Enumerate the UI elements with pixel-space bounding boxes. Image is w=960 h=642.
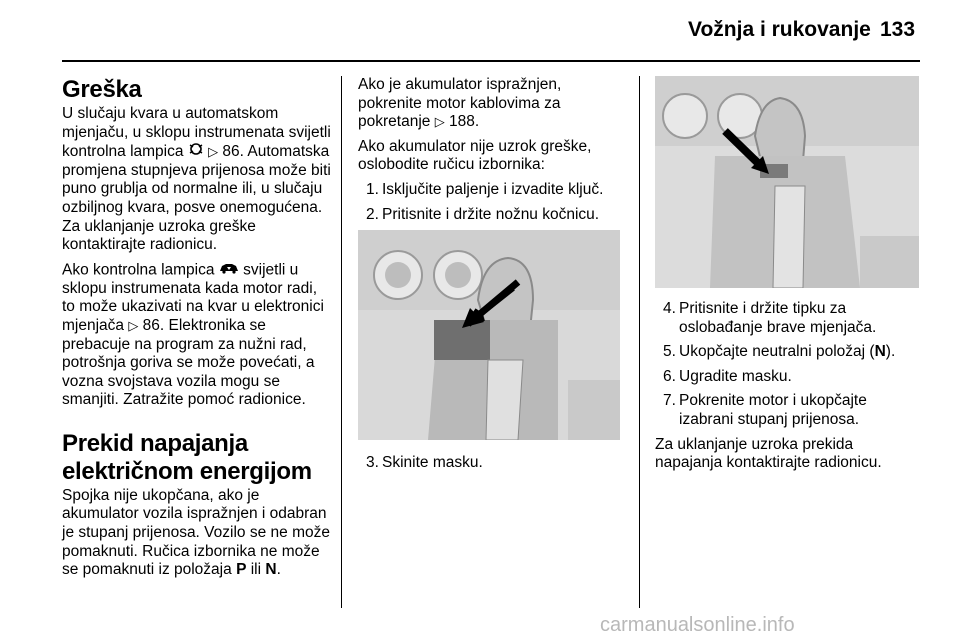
steps-list-2 <box>358 454 628 473</box>
page-header-title: Vožnja i rukovanje <box>688 18 871 41</box>
step-number: 5. <box>663 343 676 361</box>
step-text-a: Ukopčajte neutralni položaj ( <box>679 343 875 361</box>
page-reference-arrow-icon: ▷ <box>128 317 139 333</box>
paragraph-battery <box>358 76 628 132</box>
step-3 <box>358 454 628 473</box>
step-text: Pokrenite motor i ukopčajte izabrani stupanj prijenosa. <box>679 392 867 428</box>
step-text: Ugradite masku. <box>679 367 792 385</box>
step-number: 4. <box>663 300 676 317</box>
car-warning-lamp-icon <box>219 261 239 280</box>
column-3 <box>655 76 919 479</box>
paragraph-power-loss-text: Spojka nije ukopčana, ako je akumulator vozila ispražnjen i odabran je stupanj prijenosa. Vozilo se ne može pomaknuti. Ručica izbornika ne može se pomaknuti iz položaja <box>62 486 330 579</box>
paragraph-contact-workshop: Za uklanjanje uzroka prekida napajanja kontaktirajte radionicu. <box>655 435 882 472</box>
step-number: 1. <box>366 180 379 198</box>
step-number: 3. <box>366 454 379 472</box>
steps-list-3 <box>655 300 919 430</box>
step-5 <box>655 343 919 362</box>
step-text: Pritisnite i držite nožnu kočnicu. <box>382 205 600 223</box>
gear-selector-photo-2 <box>655 76 919 288</box>
paragraph-electronics-text-c: 86. Elektronika se prebacuje na program za nužni rad, potrošnja goriva se može povećati, a vozna svojstava vozila mogu se smanjiti. Zatražite pomoć radionice. <box>62 316 315 409</box>
column-1 <box>62 76 334 586</box>
section-heading-power-loss: Prekid napajanja električnom energijom <box>62 429 312 485</box>
step-number: 6. <box>663 367 676 385</box>
position-n: N <box>265 561 277 579</box>
paragraph-battery-text-a: Ako je akumulator ispražnjen, pokrenite motor kablovima za pokretanje <box>358 76 562 131</box>
step-4 <box>655 300 919 337</box>
paragraph-electronics-text-b: svijetli u sklopu instrumenata kada motor radi, to može ukazivati na kvar u elektronici mjenjača <box>62 261 324 334</box>
step-text: Isključite paljenje i izvadite ključ. <box>382 180 604 198</box>
word-ili: ili <box>250 561 262 579</box>
steps-list-1 <box>358 181 628 224</box>
column-divider-2 <box>639 76 640 608</box>
column-divider-1 <box>341 76 342 608</box>
paragraph-power-loss <box>62 487 334 580</box>
section-heading-greska: Greška <box>62 76 142 103</box>
gearbox-warning-lamp-icon <box>188 142 204 162</box>
watermark: carmanualsonline.info <box>600 614 795 636</box>
step-2 <box>358 206 628 225</box>
step-text: Pritisnite i držite tipku za oslobađanje brave mjenjača. <box>679 300 877 336</box>
step-text-b: ). <box>885 343 896 361</box>
header-rule <box>62 60 920 62</box>
step-7 <box>655 392 919 429</box>
period: . <box>276 561 281 579</box>
step-text: Skinite masku. <box>382 454 483 472</box>
step-6 <box>655 368 919 387</box>
paragraph-fault <box>62 105 334 255</box>
position-p: P <box>236 561 247 579</box>
paragraph-electronics <box>62 261 334 410</box>
gear-selector-photo-1 <box>358 230 620 440</box>
paragraph-release: Ako akumulator nije uzrok greške, oslobodite ručicu izbornika: <box>358 137 592 174</box>
column-2 <box>358 76 628 479</box>
paragraph-battery-text-b: 188. <box>449 113 480 131</box>
page-reference-arrow-icon: ▷ <box>208 144 219 160</box>
paragraph-electronics-text-a: Ako kontrolna lampica <box>62 261 215 279</box>
paragraph-fault-text-a: U slučaju kvara u automatskom mjenjaču, u sklopu instrumenata svijetli kontrolna lampica <box>62 105 331 161</box>
step-1 <box>358 181 628 200</box>
step-number: 2. <box>366 205 379 223</box>
paragraph-fault-text-b: 86. Automatska promjena stupnjeva prijenosa može biti puno grublja od normalne ili, u slučaju ozbiljnog kvara, posve onemogućena. Za uklanjanje uzroka greške kontaktirajte radionicu. <box>62 143 331 254</box>
position-n: N <box>874 343 886 361</box>
step-number: 7. <box>663 392 676 410</box>
page-reference-arrow-icon: ▷ <box>434 114 445 130</box>
page-number: 133 <box>880 18 916 41</box>
